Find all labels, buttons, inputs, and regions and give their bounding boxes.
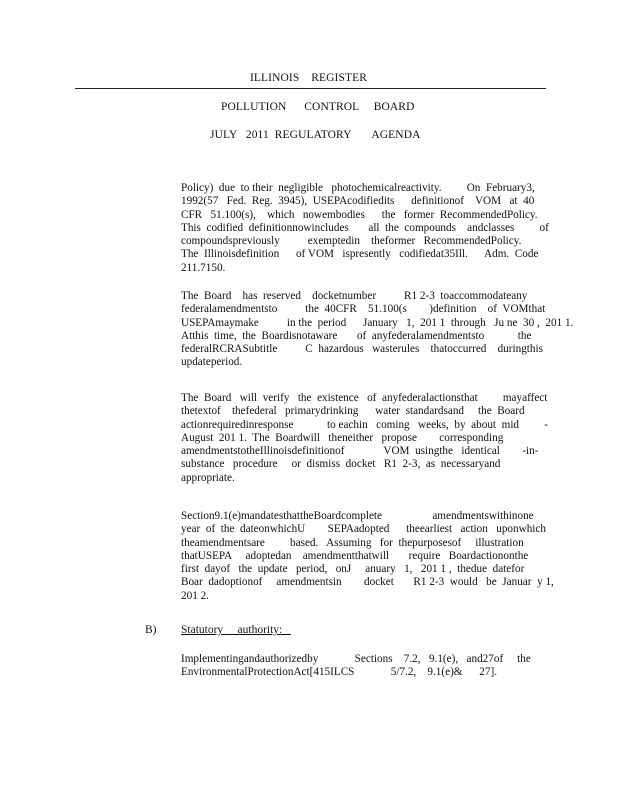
- text-line: year of the dateonwhichU SEPAadopted theearliest action uponwhich: [181, 523, 546, 536]
- paragraph-section-9-1e: [181, 510, 554, 603]
- paragraph-reserved-docket: [181, 290, 574, 370]
- text-line: theamendmentsare based. Assuming for thepurposesof illustration: [181, 536, 524, 549]
- text-line: first dayof the update period, onJ anuary 1, 201 1 , thedue datefor: [181, 563, 525, 576]
- text-line: 211.7150.: [181, 261, 226, 274]
- header-line-1: ILLINOIS REGISTER: [250, 72, 367, 84]
- text-line: Boar dadoptionof amendmentsin docket R1 2-3 would be Januar y 1,: [181, 576, 554, 589]
- text-line: 1992(57 Fed. Reg. 3945), USEPAcodifiedits definitionof VOM at 40: [181, 195, 535, 208]
- text-line: federalamendmentsto the 40CFR 51.100(s )definition of VOMthat: [181, 303, 546, 316]
- text-line: 201 2.: [181, 589, 209, 602]
- text-line: updateperiod.: [181, 356, 243, 369]
- paragraph-voc-definition: [181, 182, 549, 275]
- text-line: EnvironmentalProtectionAct[415ILCS 5/7.2, 9.1(e)& 27].: [181, 666, 497, 679]
- text-line: Implementingandauthorizedby Sections 7.2, 9.1(e), and27of the: [181, 653, 531, 665]
- text-line: The Illinoisdefinition of VOM ispresently codifiedat35Ill. Adm. Code: [181, 248, 539, 261]
- text-line: substance procedure or dismiss docket R1 2-3, as necessaryand: [181, 458, 501, 471]
- text-line: thatUSEPA adoptedan amendmentthatwill require Boardactiononthe: [181, 549, 529, 562]
- text-line: federalRCRASubtitle C hazardous wasterules thatoccurred duringthis: [181, 343, 543, 356]
- text-line: August 201 1. The Boardwill theneither propose corresponding: [181, 431, 504, 444]
- text-line: USEPAmaymake in the period January 1, 201 1 through Ju ne 30 , 201 1.: [181, 316, 574, 329]
- text-line: The Board will verify the existence of anyfederalactionsthat mayaffect: [181, 392, 548, 404]
- text-line: The Board has reserved docketnumber R1 2-3 toaccommodateany: [181, 290, 528, 302]
- section-b-title: Statutory authority:: [181, 624, 291, 636]
- text-line: compoundspreviously exemptedin theformer RecommendedPolicy.: [181, 235, 522, 248]
- text-line: amendmentstotheIllinoisdefinitionof VOM usingthe identical -in-: [181, 445, 539, 458]
- text-line: CFR 51.100(s), which nowembodies the former RecommendedPolicy.: [181, 208, 538, 221]
- header-rule: [75, 88, 546, 89]
- header-line-3: JULY 2011 REGULATORY AGENDA: [210, 129, 421, 141]
- paragraph-board-verify: [181, 392, 548, 485]
- section-b-marker: B): [145, 624, 157, 636]
- text-line: thetextof thefederal primarydrinking water standardsand the Board: [181, 405, 525, 418]
- text-line: actionrequiredinresponse to eachin coming weeks, by about mid -: [181, 418, 548, 431]
- header-line-2: POLLUTION CONTROL BOARD: [221, 101, 415, 113]
- text-line: This codified definitionnowincludes all the compounds andclasses of: [181, 221, 549, 234]
- paragraph-statutory-authority: [181, 653, 541, 680]
- text-line: Atthis time, the Boardisnotaware of anyfederalamendmentsto the: [181, 329, 532, 342]
- text-line: Section9.1(e)mandatesthattheBoardcomplete amendmentswithinone: [181, 510, 534, 522]
- text-line: appropriate.: [181, 471, 235, 484]
- text-line: Policy) due to their negligible photochemicalreactivity. On February3,: [181, 182, 535, 194]
